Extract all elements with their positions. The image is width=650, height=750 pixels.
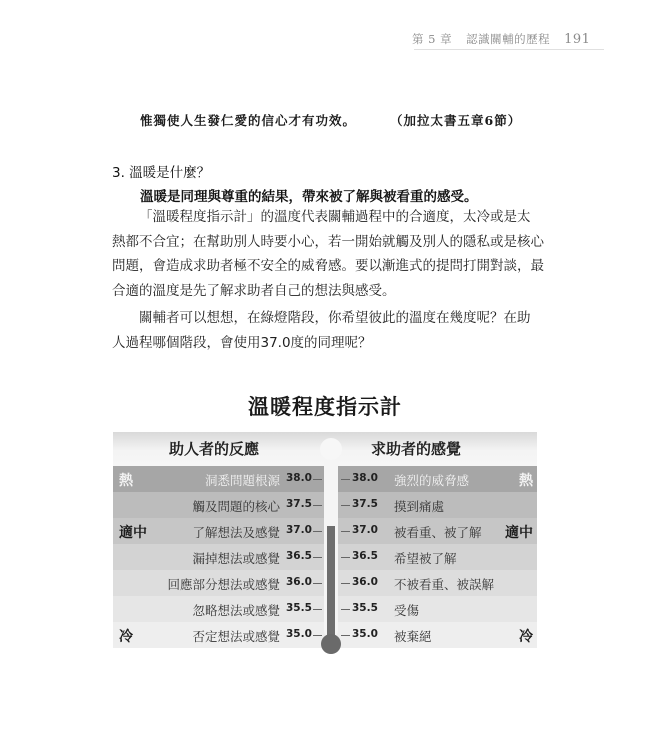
tick-mark: [313, 583, 322, 584]
temperature-label-right: 38.0: [352, 472, 378, 484]
paragraph-line: 合適的溫度是先了解求助者自己的想法與感受。: [112, 282, 396, 299]
temperature-label-left: 35.5: [286, 602, 312, 614]
tick-mark: [313, 479, 322, 480]
temperature-label-left: 36.0: [286, 576, 312, 588]
seeker-feeling: 不被看重、被誤解: [394, 577, 495, 592]
tick-mark: [313, 531, 322, 532]
thermometer-bulb: [321, 634, 341, 654]
helper-response: 否定想法或感覺: [192, 629, 280, 644]
tick-mark: [341, 583, 350, 584]
paragraph-line: 關輔者可以想想，在綠燈階段，你希望彼此的溫度在幾度呢？在助: [139, 310, 531, 326]
tick-mark: [341, 479, 350, 480]
tick-mark: [341, 609, 350, 610]
temperature-label-left: 37.5: [286, 498, 312, 510]
zone-label-right: 熱: [519, 473, 533, 489]
temperature-label-left: 37.0: [286, 524, 312, 536]
helper-response: 回應部分想法或感覺: [167, 577, 280, 592]
page-number: 191: [564, 32, 591, 47]
paragraph-line: 問題，會造成求助者極不安全的威脅感。要以漸進式的提問打開對談，最: [112, 258, 544, 274]
tick-mark: [313, 505, 322, 506]
paragraph-line: 熱都不合宜；在幫助別人時要小心，若一開始就觸及別人的隱私或是核心: [112, 233, 544, 250]
scripture-quote: 惟獨使人生發仁愛的信心才有功效。: [140, 113, 357, 128]
tick-mark: [341, 531, 350, 532]
section-lead: 溫暖是同理與尊重的結果，帶來被了解與被看重的感受。: [140, 189, 478, 205]
helper-response: 洞悉問題根源: [204, 473, 280, 488]
tick-mark: [341, 557, 350, 558]
thermometer-icon: [324, 438, 338, 646]
zone-label-right: 冷: [519, 629, 533, 645]
running-head: [412, 31, 590, 47]
temperature-label-right: 35.0: [352, 628, 378, 640]
temperature-label-right: 36.5: [352, 550, 378, 562]
tick-mark: [341, 635, 350, 636]
helper-response-header: 助人者的反應: [169, 440, 260, 458]
chapter-number: 第 5 章: [412, 32, 453, 46]
temperature-label-left: 38.0: [286, 472, 312, 484]
temperature-label-left: 35.0: [286, 628, 312, 640]
paragraph-2: [112, 306, 542, 355]
figure-title: 溫暖程度指示計: [248, 394, 402, 419]
tick-mark: [313, 609, 322, 610]
zone-label-right: 適中: [505, 525, 533, 541]
thermometer-mercury: [327, 526, 335, 638]
thermometer-top: [320, 438, 342, 460]
paragraph-line: 人過程哪個階段，會使用37.0度的同理呢？: [112, 334, 372, 351]
tick-mark: [341, 505, 350, 506]
seeker-feeling: 被看重、被了解: [394, 525, 482, 540]
seeker-feeling: 摸到痛處: [394, 499, 445, 514]
temperature-label-left: 36.5: [286, 550, 312, 562]
helper-response: 忽略想法或感覺: [192, 603, 280, 618]
helper-response: 了解想法及感覺: [192, 525, 280, 540]
warmth-thermometer-figure: [113, 432, 537, 648]
header-rule: [414, 49, 604, 50]
tick-mark: [313, 557, 322, 558]
paragraph-1: [112, 205, 542, 303]
temperature-label-right: 37.0: [352, 524, 378, 536]
paragraph-line: 「溫暖程度指示計」的溫度代表關輔過程中的合適度，太冷或是太: [139, 209, 531, 225]
tick-mark: [313, 635, 322, 636]
temperature-label-right: 36.0: [352, 576, 378, 588]
helper-response: 觸及問題的核心: [192, 499, 280, 514]
zone-label-left: 適中: [119, 525, 147, 541]
chapter-title: 認識關輔的歷程: [466, 32, 551, 46]
seeker-feeling: 被棄絕: [394, 629, 432, 644]
seeker-feeling-header: 求助者的感覺: [371, 440, 462, 458]
scripture-reference: （加拉太書五章6節）: [390, 113, 522, 128]
helper-response: 漏掉想法或感覺: [192, 551, 280, 566]
temperature-label-right: 37.5: [352, 498, 378, 510]
zone-label-left: 冷: [119, 629, 133, 645]
seeker-feeling: 強烈的威脅感: [394, 473, 470, 488]
section-heading: 3. 溫暖是什麼？: [112, 165, 211, 181]
temperature-label-right: 35.5: [352, 602, 378, 614]
zone-label-left: 熱: [119, 473, 133, 489]
seeker-feeling: 希望被了解: [394, 551, 457, 566]
seeker-feeling: 受傷: [394, 603, 420, 618]
